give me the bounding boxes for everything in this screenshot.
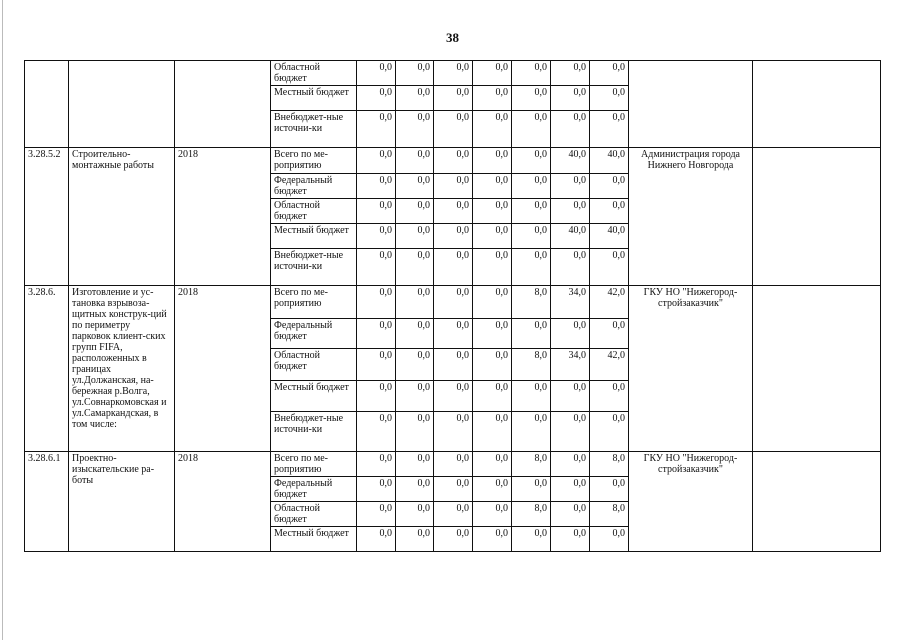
amount-cell: 0,0	[551, 174, 590, 199]
amount-cell: 0,0	[357, 86, 396, 111]
amount-cell: 0,0	[590, 249, 629, 286]
item-code: 3.28.6.1	[25, 452, 69, 552]
amount-cell: 40,0	[590, 224, 629, 249]
amount-cell: 0,0	[434, 527, 473, 552]
amount-cell: 0,0	[512, 61, 551, 86]
amount-cell: 0,0	[434, 199, 473, 224]
amount-cell: 0,0	[473, 502, 512, 527]
amount-cell: 0,0	[512, 224, 551, 249]
amount-cell: 0,0	[357, 286, 396, 319]
amount-cell: 0,0	[551, 412, 590, 452]
amount-cell: 0,0	[434, 477, 473, 502]
amount-cell: 0,0	[434, 381, 473, 412]
amount-cell: 0,0	[551, 502, 590, 527]
amount-cell: 0,0	[396, 349, 434, 381]
amount-cell: 0,0	[512, 381, 551, 412]
amount-cell: 0,0	[396, 452, 434, 477]
amount-cell: 8,0	[590, 502, 629, 527]
amount-cell: 0,0	[590, 477, 629, 502]
amount-cell: 0,0	[473, 527, 512, 552]
amount-cell: 0,0	[590, 86, 629, 111]
amount-cell: 0,0	[357, 349, 396, 381]
amount-cell: 0,0	[590, 381, 629, 412]
funding-source: Областной бюджет	[271, 502, 357, 527]
funding-source: Областной бюджет	[271, 349, 357, 381]
amount-cell: 0,0	[473, 199, 512, 224]
amount-cell: 0,0	[473, 349, 512, 381]
item-name: Проектно-изыскательские ра-боты	[69, 452, 175, 552]
executor: ГКУ НО "Нижегород-стройзаказчик"	[629, 286, 753, 452]
funding-source: Внебюджет-ные источни-ки	[271, 412, 357, 452]
table-row	[25, 148, 881, 174]
funding-source: Местный бюджет	[271, 381, 357, 412]
amount-cell: 0,0	[396, 174, 434, 199]
funding-source: Местный бюджет	[271, 86, 357, 111]
funding-source: Всего по ме-роприятию	[271, 148, 357, 174]
amount-cell: 0,0	[396, 61, 434, 86]
amount-cell: 0,0	[357, 477, 396, 502]
amount-cell: 0,0	[551, 452, 590, 477]
amount-cell: 34,0	[551, 349, 590, 381]
amount-cell: 0,0	[434, 86, 473, 111]
amount-cell: 0,0	[473, 174, 512, 199]
executor: ГКУ НО "Нижегород-стройзаказчик"	[629, 452, 753, 552]
amount-cell: 0,0	[473, 61, 512, 86]
item-year: 2018	[175, 148, 271, 286]
budget-table	[24, 60, 881, 552]
amount-cell: 0,0	[396, 86, 434, 111]
amount-cell: 0,0	[473, 319, 512, 349]
page-number: 38	[446, 30, 459, 45]
item-name: Изготовление и ус-тановка взрывоза-щитных конструк-ций по периметру парковок клиент-ских групп FIFA, расположенных в границах ул.Должанская, на-бережная р.Волга, ул.Совнаркомовская и ул.Самаркандская, в том числе:	[69, 286, 175, 452]
amount-cell: 0,0	[357, 527, 396, 552]
amount-cell: 0,0	[434, 148, 473, 174]
amount-cell: 8,0	[512, 349, 551, 381]
executor	[629, 61, 753, 148]
amount-cell: 0,0	[357, 61, 396, 86]
item-code: 3.28.6.	[25, 286, 69, 452]
amount-cell: 0,0	[434, 319, 473, 349]
amount-cell: 0,0	[357, 381, 396, 412]
amount-cell: 0,0	[590, 199, 629, 224]
amount-cell: 0,0	[473, 452, 512, 477]
item-year	[175, 61, 271, 148]
amount-cell: 0,0	[396, 502, 434, 527]
amount-cell: 0,0	[473, 224, 512, 249]
notes-cell	[753, 148, 881, 286]
amount-cell: 0,0	[396, 319, 434, 349]
amount-cell: 0,0	[590, 412, 629, 452]
executor: Администрация города Нижнего Новгорода	[629, 148, 753, 286]
item-name: Строительно-монтажные работы	[69, 148, 175, 286]
amount-cell: 40,0	[551, 148, 590, 174]
amount-cell: 0,0	[473, 286, 512, 319]
amount-cell: 0,0	[590, 61, 629, 86]
funding-source: Местный бюджет	[271, 527, 357, 552]
amount-cell: 0,0	[473, 111, 512, 148]
amount-cell: 0,0	[357, 224, 396, 249]
amount-cell: 0,0	[473, 477, 512, 502]
amount-cell: 0,0	[434, 111, 473, 148]
funding-source: Федеральный бюджет	[271, 174, 357, 199]
table-row	[25, 286, 881, 319]
funding-source: Федеральный бюджет	[271, 477, 357, 502]
amount-cell: 0,0	[396, 111, 434, 148]
funding-source: Внебюджет-ные источни-ки	[271, 249, 357, 286]
amount-cell: 0,0	[512, 477, 551, 502]
funding-source: Областной бюджет	[271, 199, 357, 224]
amount-cell: 0,0	[512, 111, 551, 148]
table-row	[25, 452, 881, 477]
amount-cell: 0,0	[473, 249, 512, 286]
table-row	[25, 61, 881, 86]
amount-cell: 42,0	[590, 286, 629, 319]
amount-cell: 42,0	[590, 349, 629, 381]
amount-cell: 40,0	[551, 224, 590, 249]
amount-cell: 0,0	[434, 286, 473, 319]
amount-cell: 0,0	[396, 412, 434, 452]
amount-cell: 0,0	[357, 199, 396, 224]
amount-cell: 0,0	[590, 111, 629, 148]
amount-cell: 0,0	[434, 61, 473, 86]
amount-cell: 8,0	[512, 286, 551, 319]
amount-cell: 0,0	[551, 199, 590, 224]
amount-cell: 0,0	[473, 148, 512, 174]
amount-cell: 0,0	[357, 174, 396, 199]
funding-source: Федеральный бюджет	[271, 319, 357, 349]
notes-cell	[753, 452, 881, 552]
amount-cell: 0,0	[357, 148, 396, 174]
amount-cell: 0,0	[551, 86, 590, 111]
amount-cell: 0,0	[434, 412, 473, 452]
amount-cell: 0,0	[396, 224, 434, 249]
amount-cell: 0,0	[357, 502, 396, 527]
amount-cell: 0,0	[551, 381, 590, 412]
amount-cell: 0,0	[434, 224, 473, 249]
amount-cell: 0,0	[357, 319, 396, 349]
amount-cell: 0,0	[551, 249, 590, 286]
amount-cell: 0,0	[473, 381, 512, 412]
amount-cell: 0,0	[512, 86, 551, 111]
amount-cell: 0,0	[357, 452, 396, 477]
amount-cell: 0,0	[434, 502, 473, 527]
funding-source: Областной бюджет	[271, 61, 357, 86]
amount-cell: 8,0	[512, 502, 551, 527]
amount-cell: 0,0	[396, 477, 434, 502]
amount-cell: 0,0	[434, 349, 473, 381]
amount-cell: 8,0	[590, 452, 629, 477]
amount-cell: 0,0	[551, 319, 590, 349]
amount-cell: 0,0	[551, 527, 590, 552]
funding-source: Внебюджет-ные источни-ки	[271, 111, 357, 148]
amount-cell: 0,0	[396, 527, 434, 552]
page-edge	[2, 0, 3, 640]
notes-cell	[753, 61, 881, 148]
amount-cell: 0,0	[357, 111, 396, 148]
amount-cell: 0,0	[512, 148, 551, 174]
amount-cell: 0,0	[434, 249, 473, 286]
amount-cell: 0,0	[590, 319, 629, 349]
amount-cell: 0,0	[590, 527, 629, 552]
amount-cell: 0,0	[551, 111, 590, 148]
item-code	[25, 61, 69, 148]
item-year: 2018	[175, 452, 271, 552]
amount-cell: 0,0	[551, 477, 590, 502]
item-name	[69, 61, 175, 148]
amount-cell: 0,0	[512, 174, 551, 199]
amount-cell: 0,0	[512, 249, 551, 286]
funding-source: Местный бюджет	[271, 224, 357, 249]
funding-source: Всего по ме-роприятию	[271, 286, 357, 319]
amount-cell: 0,0	[396, 381, 434, 412]
amount-cell: 0,0	[357, 412, 396, 452]
amount-cell: 0,0	[396, 249, 434, 286]
amount-cell: 40,0	[590, 148, 629, 174]
amount-cell: 0,0	[512, 527, 551, 552]
amount-cell: 0,0	[512, 199, 551, 224]
amount-cell: 0,0	[590, 174, 629, 199]
amount-cell: 0,0	[512, 319, 551, 349]
amount-cell: 0,0	[551, 61, 590, 86]
amount-cell: 0,0	[434, 174, 473, 199]
amount-cell: 0,0	[396, 286, 434, 319]
amount-cell: 0,0	[512, 412, 551, 452]
amount-cell: 8,0	[512, 452, 551, 477]
amount-cell: 0,0	[396, 148, 434, 174]
amount-cell: 0,0	[357, 249, 396, 286]
amount-cell: 34,0	[551, 286, 590, 319]
item-year: 2018	[175, 286, 271, 452]
item-code: 3.28.5.2	[25, 148, 69, 286]
amount-cell: 0,0	[473, 86, 512, 111]
funding-source: Всего по ме-роприятию	[271, 452, 357, 477]
notes-cell	[753, 286, 881, 452]
amount-cell: 0,0	[396, 199, 434, 224]
amount-cell: 0,0	[473, 412, 512, 452]
amount-cell: 0,0	[434, 452, 473, 477]
